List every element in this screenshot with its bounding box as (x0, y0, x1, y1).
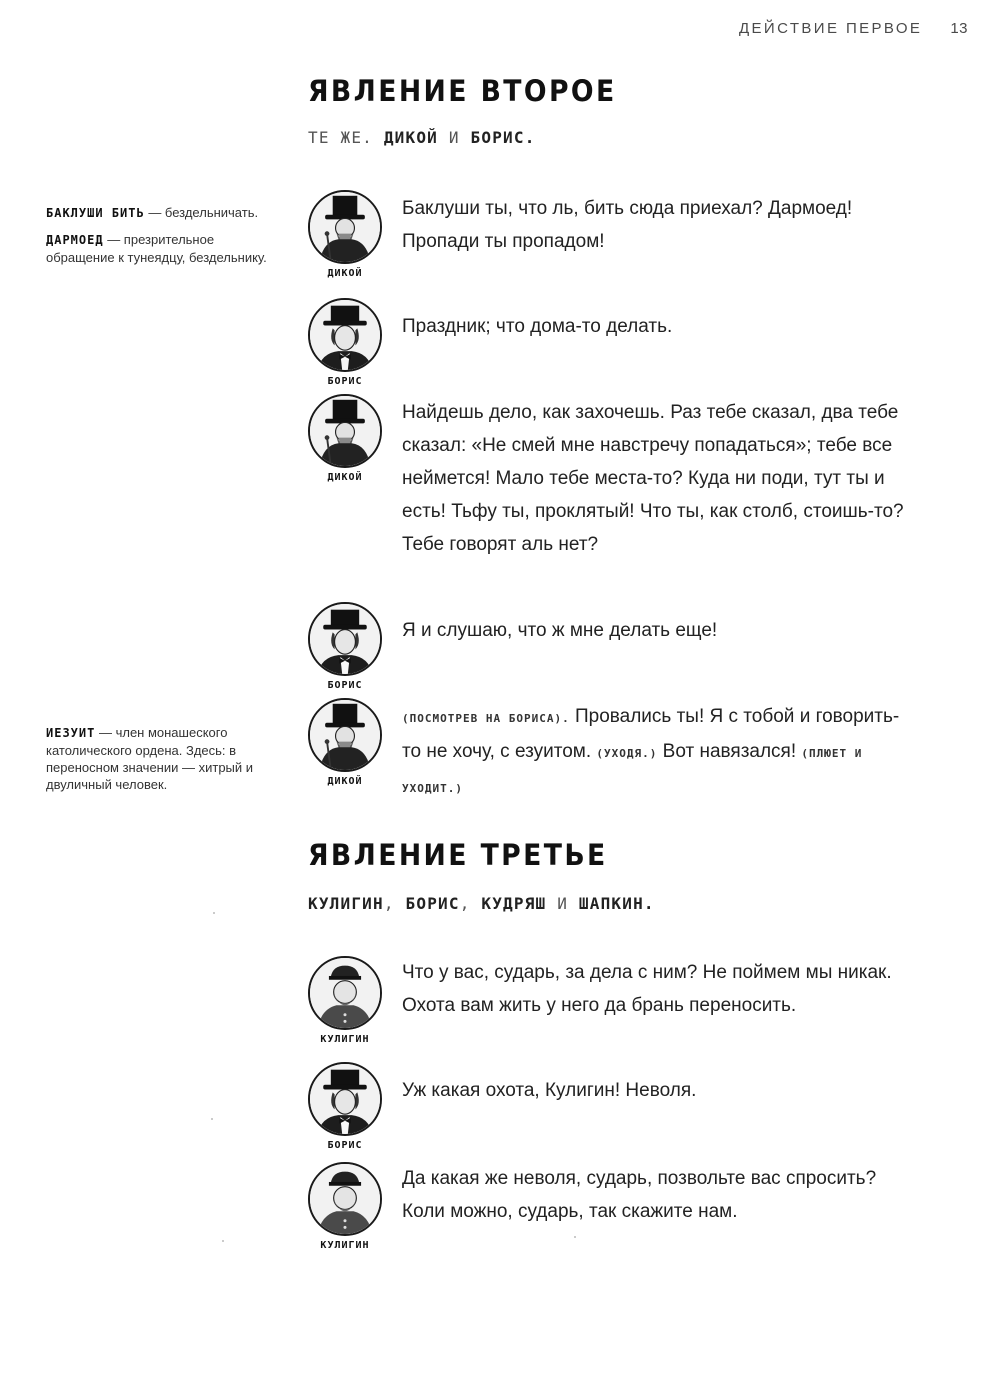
dikoy-portrait-icon (308, 394, 382, 468)
speech-text: Найдешь дело, как захочешь. Раз тебе сказал, два тебе сказал: «Не смей мне навстречу попадаться»; тебе все неймется! Мало тебе места-то? Куда ни поди, тут ты и есть! Тьфу ты, проклятый! Что ты, как столб, стоишь-то? Тебе говорят аль нет? (402, 402, 904, 555)
speech-text: Я и слушаю, что ж мне делать еще! (402, 620, 718, 641)
note-term: БАКЛУШИ БИТЬ (46, 206, 145, 220)
cast-name: КУЛИГИН (308, 894, 384, 913)
speaker-name: ДИКОЙ (327, 268, 363, 279)
speech-part: Провались ты! Я с тобой и говорить-то не хочу, с езуитом. (402, 706, 900, 762)
note-text: — член монашеского католического ордена. Здесь: в переносном значении — хитрый и двуличный человек. (46, 725, 254, 792)
speech-text: Баклуши ты, что ль, бить сюда приехал? Дармоед! Пропади ты пропадом! (402, 198, 853, 252)
scene-cast (308, 894, 655, 913)
speaker-block (306, 698, 384, 787)
cast-name: БОРИС (470, 128, 525, 147)
note-term: ИЕЗУИТ (46, 726, 96, 740)
print-speck (574, 1236, 576, 1238)
speaker-name: КУЛИГИН (320, 1034, 370, 1045)
stage-direction: (ПОСМОТРЕВ НА БОРИСА). (402, 712, 570, 725)
speaker-block (306, 1162, 384, 1251)
speech-text: Да какая же неволя, сударь, позвольте вас спросить? Коли можно, сударь, так скажите нам. (402, 1168, 877, 1222)
note-text: — презрительное обращение к тунеядцу, бездельнику. (46, 232, 267, 265)
scene-title: ЯВЛЕНИЕ ВТОРОЕ (308, 74, 617, 108)
speaker-name: ДИКОЙ (327, 472, 363, 483)
print-speck (213, 912, 215, 914)
cast-end: . (524, 128, 536, 147)
cast-name: ДИКОЙ (383, 128, 439, 147)
print-speck (211, 1118, 213, 1120)
boris-portrait-icon (308, 298, 382, 372)
scene-cast (308, 128, 536, 147)
margin-note-group (46, 204, 278, 275)
cast-end: . (643, 894, 655, 913)
speaker-name: ДИКОЙ (327, 776, 363, 787)
running-header (739, 20, 968, 37)
speech-text: Что у вас, сударь, за дела с ним? Не поймем мы никак. Охота вам жить у него да брань переносить. (402, 962, 892, 1016)
scene-title: ЯВЛЕНИЕ ТРЕТЬЕ (308, 838, 608, 872)
speaker-block (306, 394, 384, 483)
kuligin-portrait-icon (308, 1162, 382, 1236)
cast-and: И (557, 894, 569, 913)
cast-sep: , (459, 894, 471, 913)
speaker-block (306, 602, 384, 691)
speaker-block (306, 956, 384, 1045)
margin-note (46, 204, 278, 222)
dikoy-portrait-icon (308, 190, 382, 264)
boris-portrait-icon (308, 602, 382, 676)
cast-sep: , (383, 894, 395, 913)
kuligin-portrait-icon (308, 956, 382, 1030)
page-number: 13 (950, 20, 968, 37)
margin-note (46, 231, 278, 266)
speaker-name: БОРИС (327, 680, 363, 691)
stage-direction: (ПЛЮЕТ И УХОДИТ.) (402, 747, 863, 795)
running-header-section: ДЕЙСТВИЕ ПЕРВОЕ (738, 20, 923, 37)
cast-same: ТЕ ЖЕ. (308, 128, 373, 147)
cast-name: КУДРЯШ (481, 894, 547, 913)
margin-note-group (46, 724, 278, 802)
speech-part: Вот навязался! (662, 741, 797, 762)
note-text: — бездельничать. (144, 205, 259, 220)
cast-name: ШАПКИН (578, 894, 644, 913)
speaker-block (306, 298, 384, 387)
speaker-name: КУЛИГИН (320, 1240, 370, 1251)
margin-note (46, 724, 278, 793)
speech-text: Праздник; что дома-то делать. (402, 316, 673, 337)
speaker-block (306, 1062, 384, 1151)
print-speck (222, 1240, 224, 1242)
speaker-name: БОРИС (327, 1140, 363, 1151)
speech-text (402, 700, 918, 805)
speech-text: Уж какая охота, Кулигин! Неволя. (402, 1080, 697, 1101)
boris-portrait-icon (308, 1062, 382, 1136)
cast-name: БОРИС (405, 894, 460, 913)
cast-and: И (448, 128, 460, 147)
dikoy-portrait-icon (308, 698, 382, 772)
stage-direction: (УХОДЯ.) (596, 747, 658, 760)
speaker-block (306, 190, 384, 279)
note-term: ДАРМОЕД (46, 233, 104, 247)
speaker-name: БОРИС (327, 376, 363, 387)
